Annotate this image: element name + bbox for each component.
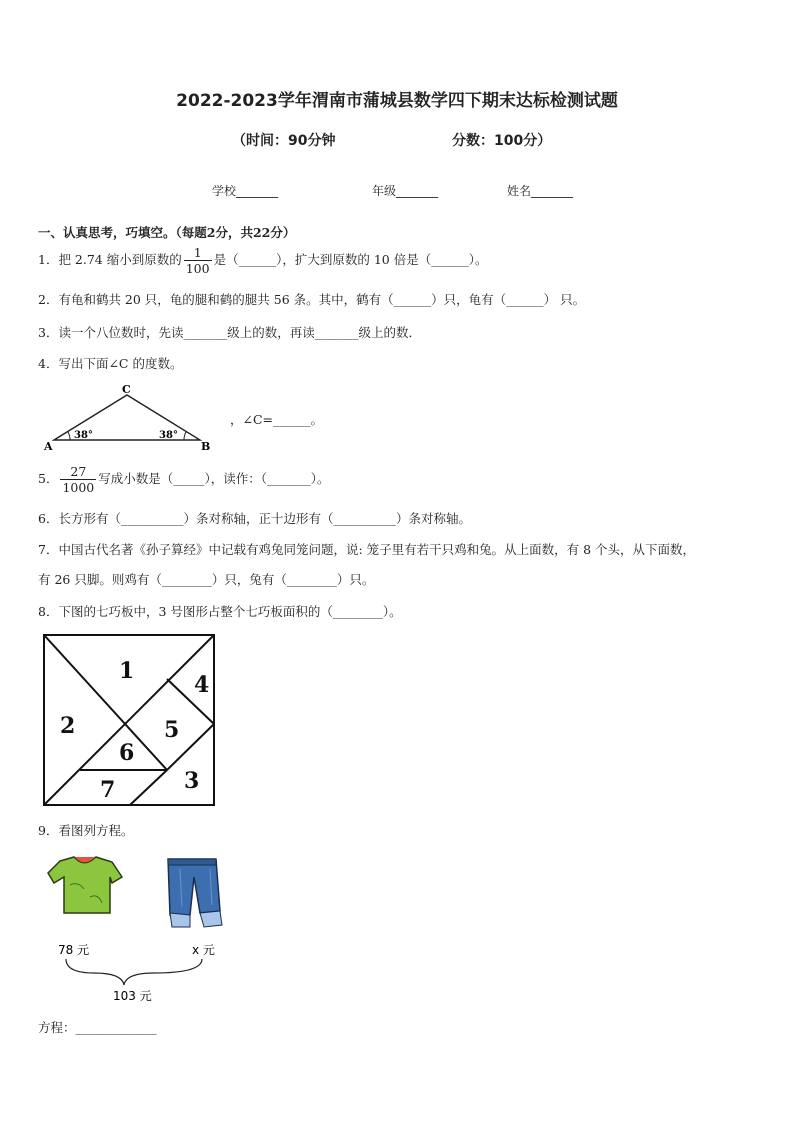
piece-6-label: 6 xyxy=(119,740,135,766)
question-6: 6．长方形有（__________）条对称轴，正十边形有（__________）条对称轴。 xyxy=(38,511,471,526)
vertex-a-label: A xyxy=(44,440,53,453)
fraction-numerator: 1 xyxy=(193,245,202,260)
piece-5-label: 5 xyxy=(164,717,180,743)
q4-answer: ，∠C=______。 xyxy=(230,412,324,427)
score-label: 分数：100分） xyxy=(452,133,552,149)
jeans-price-label: x 元 xyxy=(192,943,215,957)
q1-fraction xyxy=(184,245,212,276)
page-title: 2022-2023学年渭南市蒲城县数学四下期末达标检测试题 xyxy=(176,91,618,111)
curly-brace xyxy=(66,959,202,985)
angle-a-value: 38° xyxy=(74,430,93,441)
question-1 xyxy=(38,245,487,276)
question-7-line-1: 7．中国古代名著《孙子算经》中记载有鸡兔同笼问题，说: 笼子里有若干只鸡和兔。从上面数，有 8 个头，从下面数， xyxy=(38,542,696,557)
name-field: 姓名_______ xyxy=(507,184,574,198)
jeans-image xyxy=(168,859,222,927)
question-9: 9．看图列方程。 xyxy=(38,823,134,838)
piece-1-label: 1 xyxy=(119,658,135,684)
tangram-line xyxy=(130,770,167,805)
question-3: 3．读一个八位数时，先读_______级上的数，再读_______级上的数． xyxy=(38,325,421,340)
q1-text-pre: 1．把 2.74 缩小到原数的 xyxy=(38,252,182,267)
question-4: 4．写出下面∠C 的度数。 xyxy=(38,356,183,371)
q5-text-pre: 5． xyxy=(38,471,59,486)
tshirt-image xyxy=(48,857,122,913)
tshirt-price-label: 78 元 xyxy=(58,943,90,957)
fraction-denominator: 100 xyxy=(185,261,210,276)
time-label: （时间：90分钟 xyxy=(232,133,336,149)
grade-field: 年级_______ xyxy=(372,184,439,198)
school-field: 学校_______ xyxy=(212,184,279,198)
fraction-numerator: 27 xyxy=(70,464,87,479)
piece-7-label: 7 xyxy=(100,777,116,803)
angle-b-value: 38° xyxy=(159,430,178,441)
question-2: 2．有龟和鹤共 20 只，龟的腿和鹤的腿共 56 条。其中，鹤有（______）只，龟有（______） 只。 xyxy=(38,292,586,307)
fraction-denominator: 1000 xyxy=(62,480,95,495)
q9-figure xyxy=(40,855,240,1015)
q1-text-post: 是（______），扩大到原数的 10 倍是（______）。 xyxy=(213,252,488,267)
tangram-figure xyxy=(43,634,217,808)
piece-2-label: 2 xyxy=(60,713,76,739)
piece-3-label: 3 xyxy=(184,768,200,794)
vertex-b-label: B xyxy=(201,440,211,453)
vertex-c-label: C xyxy=(122,383,131,396)
section-heading: 一、认真思考，巧填空。（每题2分，共22分） xyxy=(38,225,296,240)
question-7-line-2: 有 26 只脚。则鸡有（________）只，兔有（________）只。 xyxy=(38,572,375,587)
angle-b-arc xyxy=(184,432,186,440)
angle-a-arc xyxy=(68,432,70,440)
tangram-line xyxy=(44,635,167,770)
q5-fraction xyxy=(60,464,96,495)
total-price-label: 103 元 xyxy=(113,989,152,1003)
question-5 xyxy=(38,464,330,495)
triangle-figure xyxy=(40,382,220,454)
q5-text-post: 写成小数是（_____），读作：（_______）。 xyxy=(98,471,330,486)
equation-answer-line: 方程：_____________ xyxy=(38,1020,157,1035)
question-8: 8．下图的七巧板中，3 号图形占整个七巧板面积的（________）。 xyxy=(38,604,402,619)
piece-4-label: 4 xyxy=(194,672,210,698)
